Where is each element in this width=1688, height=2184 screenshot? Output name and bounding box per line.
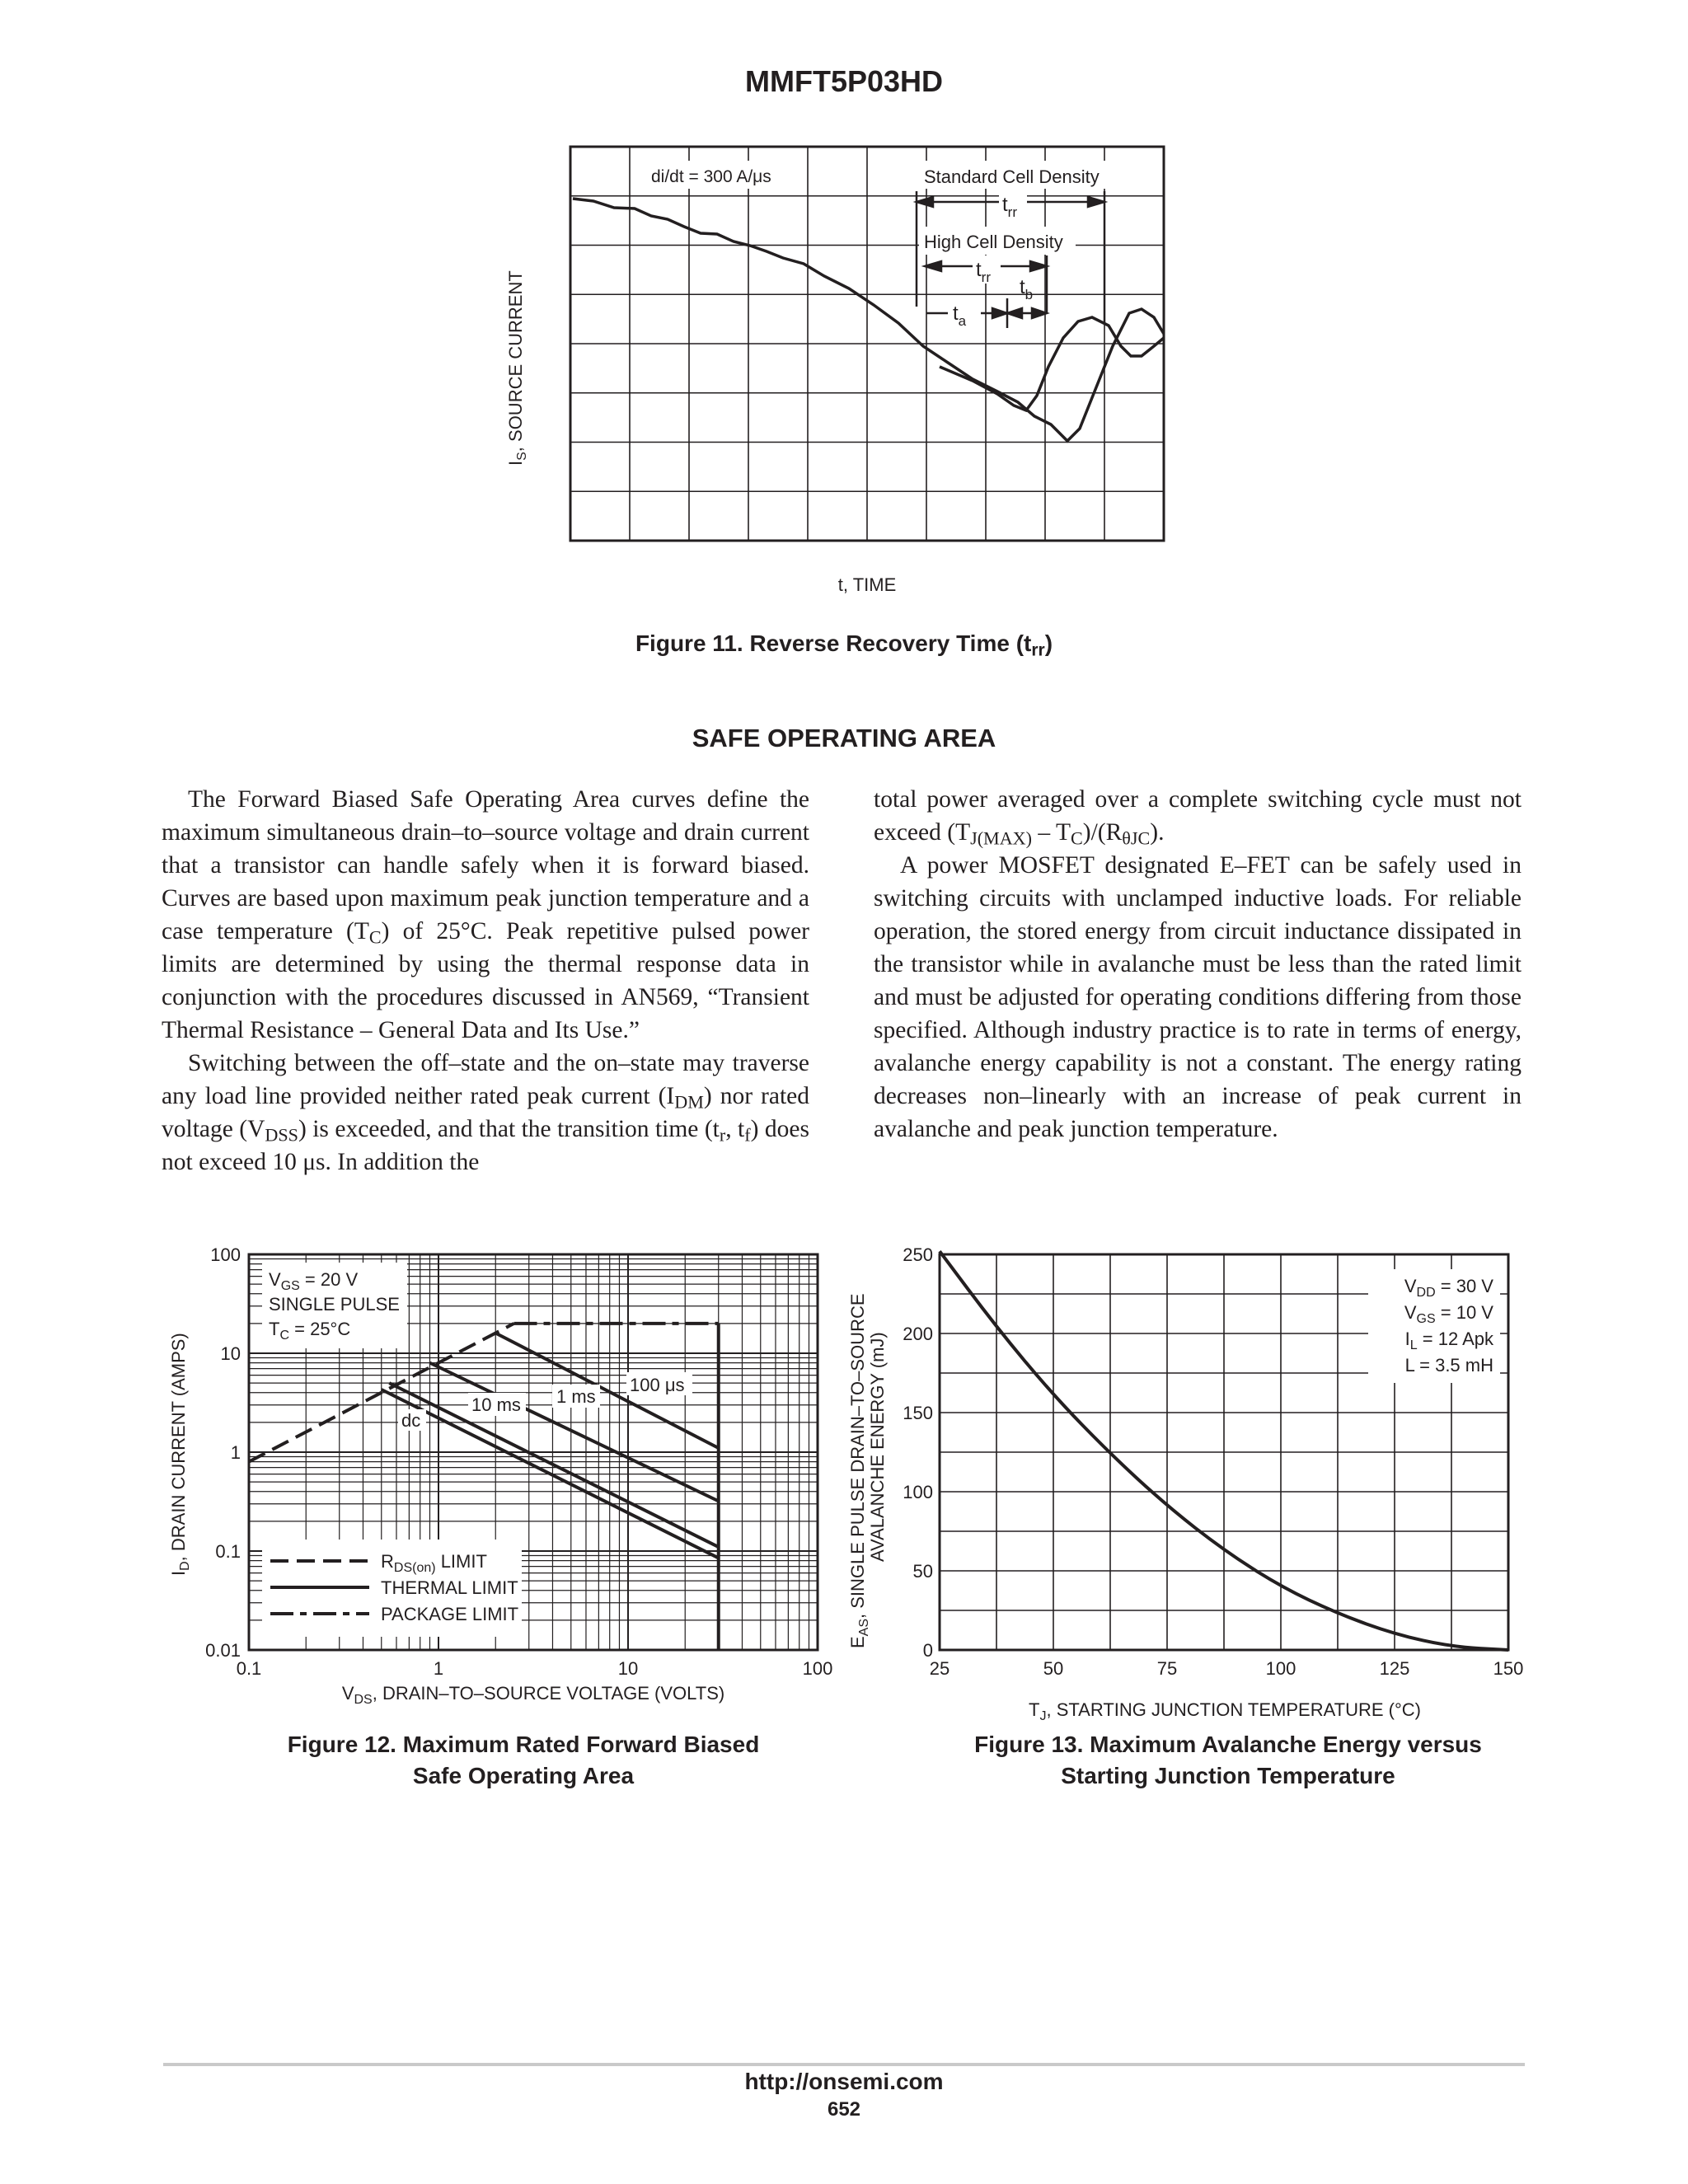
fig12-ylabel: $I_D$, DRAIN CURRENT (AMPS): [168, 1333, 192, 1576]
fig12-ytick: 0.01: [205, 1640, 241, 1661]
fig13-xtick: 100: [1265, 1658, 1296, 1679]
fig13-cond-il: $I_L = 12$ Apk: [1404, 1329, 1493, 1352]
fig13-ytick: 250: [903, 1244, 933, 1265]
fig13-ytick: 50: [912, 1561, 933, 1582]
figure-12-caption: Figure 12. Maximum Rated Forward Biased Safe Operating Area: [287, 1732, 760, 1788]
paragraph-power: total power averaged over a complete switching cycle must not exceed $(T_{J(MAX)} - T_C)/(R_{\theta JC})$.: [874, 786, 1522, 849]
fig13-xtick: 150: [1493, 1658, 1524, 1679]
fig13-ylabel-2: AVALANCHE ENERGY (mJ): [867, 1332, 888, 1562]
paragraph-switching: Switching between the off–state and the on–state may traverse any load line provided neither rated peak current $(I_{DM})$ nor rated voltage $(V_{DSS})$ is exceeded, and that the transition time ($t_r$, $t_f$) does not exceed 10 μs. In addition the: [162, 1050, 809, 1175]
standard-cell-label: Standard Cell Density: [924, 166, 1100, 187]
paragraph-soa: The Forward Biased Safe Operating Area curves define the maximum simultaneous drain–to–source voltage and drain current that a transistor can handle safely when it is forward biased. Curves are based upon maximum peak junction temperature and a case temperature $(T_C)$ of 25°C. Peak repetitive pulsed power limits are determined by using the thermal response data in conjunction with the procedures discussed in AN569, “Transient Thermal Resistance – General Data and Its Use.”: [162, 786, 809, 1043]
fig11-ylabel: $I_S$, SOURCE CURRENT: [505, 270, 529, 466]
fig12-cond-pulse: SINGLE PULSE: [269, 1294, 400, 1315]
figure-13-caption: Figure 13. Maximum Avalanche Energy versus Starting Junction Temperature: [974, 1732, 1482, 1788]
fig13-xtick: 125: [1379, 1658, 1410, 1679]
fig13-ytick: 0: [922, 1640, 933, 1661]
page-title: MMFT5P03HD: [744, 64, 944, 98]
didt-label: di/dt = 300 A/μs: [651, 167, 771, 186]
fig12-ytick: 1: [230, 1442, 241, 1463]
trr-label-high: $t_{rr}$: [976, 259, 991, 285]
label-1ms: 1 ms: [556, 1386, 596, 1407]
fig12-xtick: 10: [617, 1658, 639, 1679]
section-heading: SAFE OPERATING AREA: [692, 724, 996, 752]
footer-link[interactable]: http://onsemi.com: [744, 2069, 944, 2094]
fig13-ytick: 100: [903, 1482, 933, 1502]
legend-package: PACKAGE LIMIT: [381, 1604, 519, 1624]
fig13-ytick: 150: [903, 1403, 933, 1423]
figure-11-caption: Figure 11. Reverse Recovery Time $(t_{rr})$: [635, 630, 1053, 660]
page-number: 652: [827, 2098, 861, 2121]
label-dc: dc: [401, 1410, 421, 1431]
fig11-xlabel: t, TIME: [837, 574, 897, 595]
footer-divider: [163, 2063, 1525, 2066]
fig12-ytick: 100: [210, 1244, 241, 1265]
fig12-ytick: 0.1: [215, 1541, 241, 1562]
fig12-xlabel: $V_{DS}$, DRAIN–TO–SOURCE VOLTAGE (VOLTS): [341, 1683, 725, 1707]
ta-label: $t_a$: [953, 302, 967, 329]
fig12-xtick: 0.1: [236, 1658, 262, 1679]
fig12-xtick: 1: [433, 1658, 444, 1679]
legend-thermal: THERMAL LIMIT: [381, 1577, 518, 1598]
fig12-ytick: 10: [220, 1343, 241, 1364]
fig13-ytick: 200: [903, 1324, 933, 1344]
fig12-cond-vgs: $V_{GS} = 20$ V: [269, 1269, 359, 1293]
fig13-xlabel: $T_J$, STARTING JUNCTION TEMPERATURE (°C): [1029, 1699, 1421, 1723]
fig13-cond-vdd: $V_{DD} = 30$ V: [1404, 1276, 1493, 1300]
fig13-xtick: 75: [1156, 1658, 1178, 1679]
fig13-xtick: 25: [929, 1658, 950, 1679]
fig12-xtick: 100: [802, 1658, 833, 1679]
label-10ms: 10 ms: [471, 1394, 521, 1415]
tb-label: $t_b$: [1020, 276, 1034, 302]
fig12-cond-tc: $T_C = 25^\circ C$: [269, 1319, 351, 1343]
fig13-xtick: 50: [1043, 1658, 1064, 1679]
high-cell-label: High Cell Density: [924, 232, 1063, 252]
fig13-ylabel-1: $E_{AS}$, SINGLE PULSE DRAIN–TO–SOURCE: [847, 1293, 871, 1648]
trr-label-standard: $t_{rr}$: [1002, 194, 1017, 220]
fig13-cond-l: L = 3.5 mH: [1404, 1355, 1493, 1376]
legend-rdson: $R_{DS(on)}$ LIMIT: [381, 1551, 487, 1575]
paragraph-efet: A power MOSFET designated E–FET can be safely used in switching circuits with unclamped inductive loads. For reliable operation, the stored energy from circuit inductance dissipated in the transistor while in avalanche must be less than the rated limit and must be adjusted for operating conditions differing from those specified. Although industry practice is to rate in terms of energy, avalanche energy capability is not a constant. The energy rating decreases non–linearly with an increase of peak current in avalanche and peak junction temperature.: [874, 852, 1522, 1142]
fig13-cond-vgs: $V_{GS} = 10$ V: [1404, 1302, 1493, 1326]
label-100us: 100 μs: [630, 1375, 685, 1395]
